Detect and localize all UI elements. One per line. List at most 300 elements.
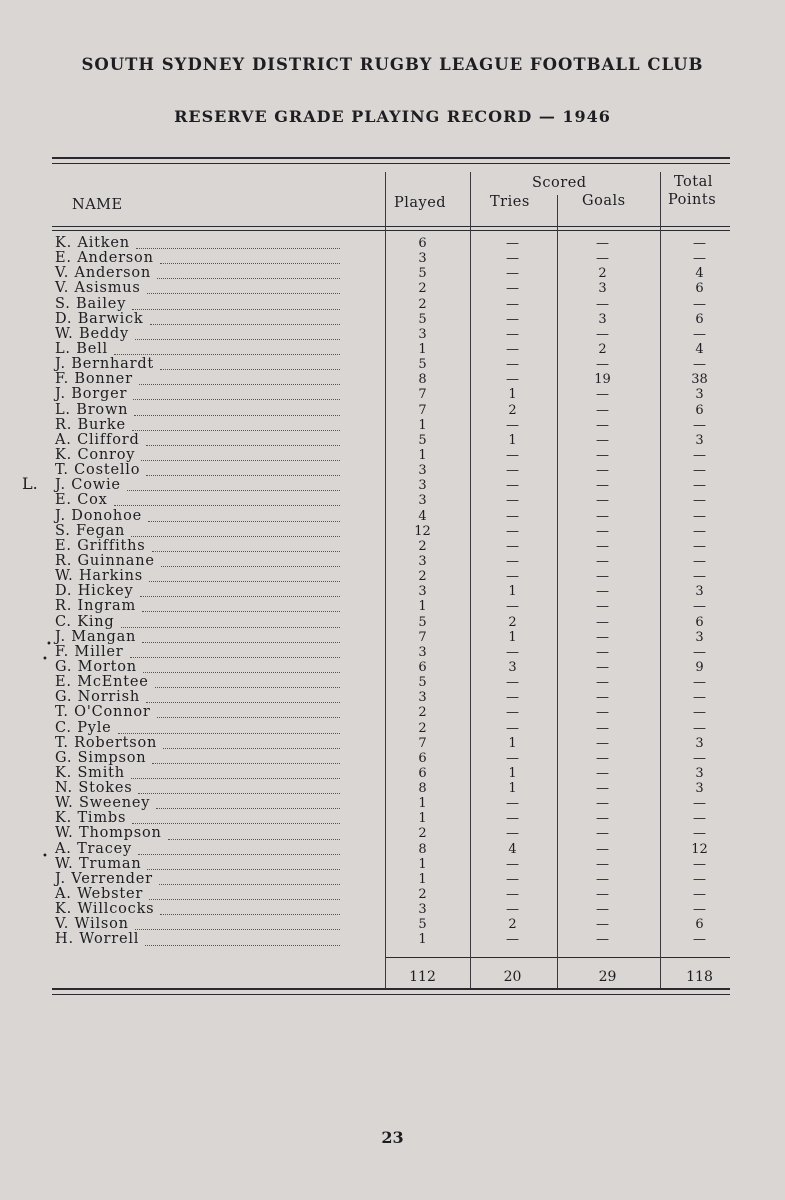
- played-cell: 3: [418, 493, 427, 509]
- player-row: [55, 478, 385, 493]
- played-cell: 3: [418, 463, 427, 479]
- player-name: R. Burke: [55, 416, 126, 433]
- played-cell: 3: [418, 584, 427, 600]
- goals-cell: —: [596, 796, 609, 812]
- leader-dots: [157, 717, 340, 718]
- tries-cell: —: [506, 796, 519, 812]
- played-cell: 8: [418, 841, 427, 857]
- goals-cell: —: [596, 887, 609, 903]
- tries-cell: 1: [508, 387, 517, 403]
- played-cell: 5: [418, 675, 427, 691]
- tries-cell: —: [506, 311, 519, 327]
- points-cell: 6: [695, 402, 704, 418]
- player-row: [55, 887, 385, 902]
- leader-dots: [127, 490, 340, 491]
- leader-dots: [121, 627, 341, 628]
- goals-cell: —: [596, 856, 609, 872]
- leader-dots: [114, 354, 340, 355]
- header-rule-2: [52, 230, 730, 231]
- player-row: [55, 312, 385, 327]
- goals-cell: —: [596, 508, 609, 524]
- played-cell: 2: [418, 296, 427, 312]
- player-name: N. Stokes: [55, 780, 133, 797]
- played-cell: 8: [418, 781, 427, 797]
- player-row: [55, 615, 385, 630]
- player-name: J. Donohoe: [55, 507, 142, 524]
- played-cell: 3: [418, 553, 427, 569]
- goals-cell: —: [596, 826, 609, 842]
- goals-cell: —: [596, 675, 609, 691]
- points-cell: —: [693, 705, 706, 721]
- goals-cell: —: [596, 538, 609, 554]
- goals-header: Goals: [582, 193, 626, 209]
- page-number: 23: [381, 1128, 404, 1147]
- points-cell: —: [693, 357, 706, 373]
- player-name: S. Bailey: [55, 295, 127, 312]
- player-name: W. Sweeney: [55, 795, 151, 812]
- player-row: [55, 917, 385, 932]
- leader-dots: [138, 793, 340, 794]
- player-name: K. Willcocks: [55, 901, 155, 918]
- played-cell: 7: [418, 735, 427, 751]
- tries-cell: —: [506, 856, 519, 872]
- tries-cell: —: [506, 341, 519, 357]
- points-cell: 3: [695, 735, 704, 751]
- player-name: K. Timbs: [55, 810, 127, 827]
- tries-cell: 2: [508, 402, 517, 418]
- player-name: A. Tracey: [55, 840, 133, 857]
- player-row: [55, 781, 385, 796]
- player-row: [55, 463, 385, 478]
- player-row: [55, 630, 385, 645]
- player-name: K. Conroy: [55, 446, 136, 463]
- tries-cell: 1: [508, 432, 517, 448]
- goals-cell: —: [596, 417, 609, 433]
- total-goals: 29: [598, 969, 617, 985]
- points-cell: 6: [695, 614, 704, 630]
- tries-cell: 2: [508, 614, 517, 630]
- played-cell: 5: [418, 311, 427, 327]
- goals-cell: —: [596, 478, 609, 494]
- goals-cell: —: [596, 781, 609, 797]
- leader-dots: [142, 611, 340, 612]
- points-cell: —: [693, 599, 706, 615]
- points-cell: —: [693, 887, 706, 903]
- goals-cell: —: [596, 659, 609, 675]
- leader-dots: [134, 415, 340, 416]
- player-name: J. Cowie: [55, 477, 121, 494]
- played-cell: 7: [418, 629, 427, 645]
- points-cell: —: [693, 690, 706, 706]
- player-row: [55, 736, 385, 751]
- leader-dots: [163, 748, 340, 749]
- points-column: [672, 236, 727, 948]
- played-cell: 3: [418, 690, 427, 706]
- leader-dots: [136, 248, 340, 249]
- tries-cell: —: [506, 932, 519, 948]
- played-cell: 5: [418, 432, 427, 448]
- points-cell: —: [693, 538, 706, 554]
- tries-cell: —: [506, 478, 519, 494]
- tries-cell: 1: [508, 584, 517, 600]
- col-divider-points: [660, 172, 661, 988]
- player-name: D. Hickey: [55, 583, 134, 600]
- goals-column: [575, 236, 630, 948]
- points-cell: —: [693, 493, 706, 509]
- tries-cell: —: [506, 236, 519, 251]
- points-cell: —: [693, 508, 706, 524]
- player-row: [55, 660, 385, 675]
- tries-cell: —: [506, 902, 519, 918]
- player-row: [55, 509, 385, 524]
- player-name: G. Morton: [55, 658, 137, 675]
- page-title: SOUTH SYDNEY DISTRICT RUGBY LEAGUE FOOTBALL CLUB: [81, 55, 704, 74]
- tries-cell: —: [506, 251, 519, 267]
- played-cell: 5: [418, 266, 427, 282]
- goals-cell: —: [596, 811, 609, 827]
- player-name: A. Clifford: [55, 431, 140, 448]
- player-row: [55, 675, 385, 690]
- page-subtitle: RESERVE GRADE PLAYING RECORD — 1946: [174, 107, 611, 126]
- bottom-rule: [52, 988, 730, 990]
- played-cell: 3: [418, 902, 427, 918]
- points-cell: 9: [695, 659, 704, 675]
- played-cell: 1: [418, 932, 427, 948]
- played-cell: 2: [418, 720, 427, 736]
- player-name: A. Webster: [55, 886, 144, 903]
- tries-cell: 1: [508, 629, 517, 645]
- tries-cell: 1: [508, 765, 517, 781]
- goals-cell: —: [596, 402, 609, 418]
- leader-dots: [160, 263, 340, 264]
- leader-dots: [118, 733, 340, 734]
- tries-cell: —: [506, 750, 519, 766]
- points-cell: —: [693, 932, 706, 948]
- tries-cell: —: [506, 644, 519, 660]
- total-header: Total: [674, 174, 713, 190]
- leader-dots: [146, 702, 340, 703]
- player-name: V. Asismus: [55, 280, 141, 297]
- player-name: G. Simpson: [55, 749, 147, 766]
- points-cell: —: [693, 811, 706, 827]
- tries-cell: 4: [508, 841, 517, 857]
- tries-cell: —: [506, 690, 519, 706]
- player-name: R. Ingram: [55, 598, 137, 615]
- tries-cell: —: [506, 372, 519, 388]
- points-cell: —: [693, 478, 706, 494]
- tries-cell: —: [506, 493, 519, 509]
- goals-cell: —: [596, 690, 609, 706]
- goals-cell: —: [596, 750, 609, 766]
- player-row: [55, 342, 385, 357]
- goals-cell: —: [596, 447, 609, 463]
- margin-mark-morton: •: [42, 654, 48, 665]
- leader-dots: [135, 339, 340, 340]
- points-cell: —: [693, 463, 706, 479]
- leader-dots: [157, 278, 340, 279]
- leader-dots: [142, 642, 340, 643]
- played-cell: 6: [418, 765, 427, 781]
- goals-cell: 2: [598, 266, 607, 282]
- tries-cell: —: [506, 447, 519, 463]
- goals-cell: —: [596, 735, 609, 751]
- player-name: W. Truman: [55, 855, 142, 872]
- total-played: 112: [409, 969, 436, 985]
- player-row: [55, 721, 385, 736]
- tries-cell: —: [506, 523, 519, 539]
- played-cell: 6: [418, 750, 427, 766]
- col-divider-tries: [470, 172, 471, 988]
- player-name-column: [55, 236, 385, 948]
- goals-cell: —: [596, 357, 609, 373]
- tries-cell: —: [506, 463, 519, 479]
- points-cell: 3: [695, 584, 704, 600]
- played-cell: 5: [418, 357, 427, 373]
- goals-cell: —: [596, 599, 609, 615]
- points-cell: 12: [691, 841, 708, 857]
- played-cell: 7: [418, 402, 427, 418]
- leader-dots: [149, 899, 340, 900]
- points-cell: —: [693, 251, 706, 267]
- player-row: [55, 539, 385, 554]
- leader-dots: [148, 521, 340, 522]
- goals-cell: —: [596, 553, 609, 569]
- leader-dots: [146, 445, 340, 446]
- player-name: E. Anderson: [55, 250, 154, 267]
- tries-cell: —: [506, 675, 519, 691]
- player-row: [55, 418, 385, 433]
- player-name: K. Smith: [55, 764, 125, 781]
- player-row: [55, 645, 385, 660]
- tries-cell: —: [506, 508, 519, 524]
- played-cell: 7: [418, 387, 427, 403]
- player-name: F. Miller: [55, 643, 124, 660]
- player-row: [55, 705, 385, 720]
- player-name: G. Norrish: [55, 689, 140, 706]
- player-row: [55, 796, 385, 811]
- player-row: [55, 932, 385, 947]
- player-name: J. Mangan: [55, 628, 137, 645]
- header-rule: [52, 226, 730, 227]
- played-cell: 3: [418, 478, 427, 494]
- goals-cell: 19: [594, 372, 611, 388]
- points-cell: —: [693, 523, 706, 539]
- points-cell: 3: [695, 629, 704, 645]
- points-cell: —: [693, 553, 706, 569]
- leader-dots: [160, 914, 340, 915]
- leader-dots: [156, 808, 340, 809]
- player-row: [55, 387, 385, 402]
- points-cell: —: [693, 826, 706, 842]
- player-row: [55, 297, 385, 312]
- goals-cell: —: [596, 326, 609, 342]
- tries-cell: 1: [508, 781, 517, 797]
- player-row: [55, 766, 385, 781]
- tries-cell: —: [506, 599, 519, 615]
- tries-cell: —: [506, 569, 519, 585]
- player-name: J. Verrender: [55, 870, 153, 887]
- played-cell: 1: [418, 796, 427, 812]
- player-row: [55, 690, 385, 705]
- player-row: [55, 327, 385, 342]
- goals-cell: —: [596, 644, 609, 660]
- goals-cell: —: [596, 387, 609, 403]
- leader-dots: [146, 475, 340, 476]
- player-name: W. Beddy: [55, 325, 129, 342]
- leader-dots: [143, 672, 340, 673]
- played-cell: 8: [418, 372, 427, 388]
- points-cell: 3: [695, 387, 704, 403]
- player-name: W. Thompson: [55, 825, 162, 842]
- goals-cell: —: [596, 432, 609, 448]
- leader-dots: [133, 399, 340, 400]
- points-cell: —: [693, 796, 706, 812]
- played-cell: 5: [418, 614, 427, 630]
- played-cell: 4: [418, 508, 427, 524]
- tries-cell: —: [506, 826, 519, 842]
- player-name: C. King: [55, 613, 115, 630]
- tries-cell: —: [506, 281, 519, 297]
- player-name: T. Costello: [55, 462, 141, 479]
- goals-cell: —: [596, 765, 609, 781]
- points-cell: —: [693, 856, 706, 872]
- goals-cell: 3: [598, 311, 607, 327]
- tries-header: Tries: [490, 194, 530, 210]
- played-cell: 2: [418, 281, 427, 297]
- points-cell: —: [693, 902, 706, 918]
- player-row: [55, 403, 385, 418]
- tries-cell: —: [506, 887, 519, 903]
- leader-dots: [152, 763, 340, 764]
- points-cell: 38: [691, 372, 708, 388]
- margin-mark-miller: •: [46, 639, 52, 650]
- points-cell: 4: [695, 341, 704, 357]
- leader-dots: [131, 778, 340, 779]
- goals-cell: —: [596, 493, 609, 509]
- player-name: K. Aitken: [55, 235, 130, 251]
- player-name: E. Griffiths: [55, 537, 146, 554]
- points-cell: —: [693, 569, 706, 585]
- played-cell: 12: [414, 523, 431, 539]
- player-row: [55, 902, 385, 917]
- player-row: [55, 251, 385, 266]
- goals-cell: —: [596, 871, 609, 887]
- played-cell: 2: [418, 569, 427, 585]
- leader-dots: [155, 687, 340, 688]
- points-cell: 6: [695, 311, 704, 327]
- top-rule: [52, 157, 730, 159]
- played-cell: 3: [418, 251, 427, 267]
- leader-dots: [131, 536, 340, 537]
- player-row: [55, 751, 385, 766]
- points-cell: —: [693, 720, 706, 736]
- leader-dots: [152, 551, 340, 552]
- player-row: [55, 599, 385, 614]
- points-header: Points: [668, 192, 717, 208]
- played-cell: 6: [418, 236, 427, 251]
- tries-cell: —: [506, 553, 519, 569]
- tries-cell: —: [506, 357, 519, 373]
- player-row: [55, 826, 385, 841]
- player-row: [55, 236, 385, 251]
- player-name: J. Bernhardt: [55, 356, 155, 373]
- player-row: [55, 811, 385, 826]
- tries-cell: —: [506, 266, 519, 282]
- scored-header: Scored: [532, 175, 587, 191]
- points-cell: —: [693, 675, 706, 691]
- top-rule-2: [52, 163, 730, 164]
- player-name: D. Barwick: [55, 310, 144, 327]
- player-row: [55, 433, 385, 448]
- leader-dots: [168, 839, 340, 840]
- player-name: J. Borger: [55, 386, 128, 403]
- played-cell: 3: [418, 326, 427, 342]
- player-name: E. McEntee: [55, 674, 149, 691]
- points-cell: —: [693, 644, 706, 660]
- points-cell: 4: [695, 266, 704, 282]
- goals-cell: —: [596, 463, 609, 479]
- player-row: [55, 448, 385, 463]
- played-column: [395, 236, 450, 948]
- leader-dots: [132, 309, 340, 310]
- tries-column: [485, 236, 540, 948]
- goals-cell: —: [596, 932, 609, 948]
- player-name: W. Harkins: [55, 568, 144, 585]
- goals-cell: —: [596, 584, 609, 600]
- leader-dots: [145, 945, 340, 946]
- goals-cell: —: [596, 841, 609, 857]
- points-cell: —: [693, 236, 706, 251]
- goals-cell: —: [596, 523, 609, 539]
- goals-cell: —: [596, 917, 609, 933]
- points-cell: 3: [695, 432, 704, 448]
- player-name: V. Anderson: [55, 265, 152, 282]
- player-name: F. Bonner: [55, 371, 133, 388]
- player-row: [55, 554, 385, 569]
- player-row: [55, 281, 385, 296]
- played-cell: 3: [418, 644, 427, 660]
- player-row: [55, 569, 385, 584]
- points-cell: 6: [695, 917, 704, 933]
- player-row: [55, 584, 385, 599]
- player-row: [55, 872, 385, 887]
- goals-cell: —: [596, 251, 609, 267]
- player-row: [55, 524, 385, 539]
- goals-cell: —: [596, 236, 609, 251]
- tries-cell: —: [506, 296, 519, 312]
- margin-mark-cowie: L.: [22, 474, 38, 493]
- played-cell: 6: [418, 659, 427, 675]
- goals-cell: —: [596, 720, 609, 736]
- goals-cell: —: [596, 705, 609, 721]
- tries-cell: 3: [508, 659, 517, 675]
- leader-dots: [130, 657, 341, 658]
- leader-dots: [161, 566, 340, 567]
- name-header: NAME: [72, 197, 123, 213]
- points-cell: —: [693, 447, 706, 463]
- total-points: 118: [686, 969, 713, 985]
- player-name: T. O'Connor: [55, 704, 151, 721]
- played-cell: 1: [418, 447, 427, 463]
- goals-cell: —: [596, 902, 609, 918]
- goals-cell: —: [596, 296, 609, 312]
- tries-cell: —: [506, 871, 519, 887]
- played-cell: 1: [418, 811, 427, 827]
- player-row: [55, 493, 385, 508]
- player-name: T. Robertson: [55, 734, 158, 751]
- points-cell: —: [693, 871, 706, 887]
- player-name: C. Pyle: [55, 719, 112, 736]
